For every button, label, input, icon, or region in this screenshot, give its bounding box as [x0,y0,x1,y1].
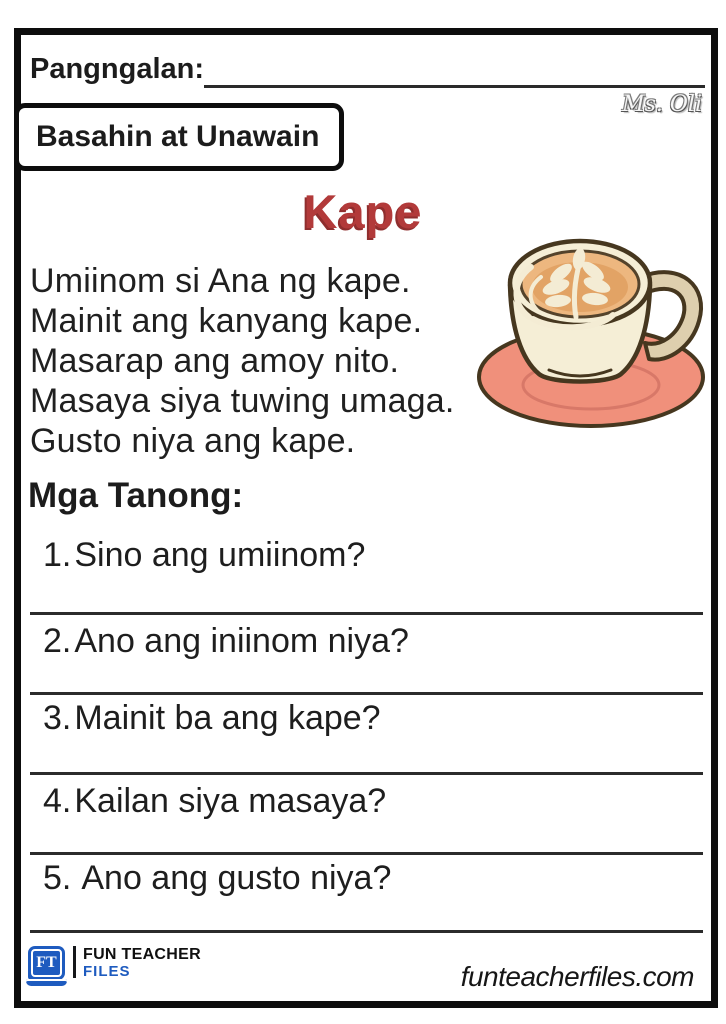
logo-text [83,946,201,980]
answer-line-1[interactable] [30,612,703,615]
story-line-3: Masarap ang amoy nito. [30,342,400,380]
question-5 [43,855,391,901]
answer-line-3[interactable] [30,772,703,775]
question-1-number: 1. [43,536,72,574]
story-paragraph [30,261,455,461]
story-title: Kape [303,185,423,238]
question-3 [43,695,381,741]
question-3-text: Mainit ba ang kape? [74,699,381,737]
question-1 [43,532,365,578]
name-row [30,50,705,88]
question-5-text: Ano ang gusto niya? [81,859,392,897]
logo-brand-bottom: FILES [83,963,131,980]
logo-divider [73,946,76,978]
footer-website: funteacherfiles.com [460,961,694,992]
story-line-4: Masaya siya tuwing umaga. [30,382,455,420]
question-2 [43,618,409,664]
story-line-1: Umiinom si Ana ng kape. [30,262,411,300]
section-title: Basahin at Unawain [36,120,320,153]
answer-line-5[interactable] [30,930,703,933]
coffee-cup-illustration [463,227,713,442]
question-4-text: Kailan siya masaya? [74,782,387,820]
name-label: Pangngalan: [30,53,205,85]
logo-brand-top: FUN TEACHER [83,946,201,963]
logo-initials: FT [36,954,57,971]
question-2-number: 2. [43,622,72,660]
question-2-text: Ano ang iniinom niya? [74,622,409,660]
question-4-number: 4. [43,782,72,820]
book-icon-lip [26,979,67,986]
book-icon-inner [31,949,62,977]
section-title-box [14,103,344,171]
question-5-number: 5. [43,859,72,897]
story-line-2: Mainit ang kanyang kape. [30,302,423,340]
name-write-line[interactable] [204,51,705,88]
question-3-number: 3. [43,699,72,737]
footer-logo [28,946,201,980]
story-line-5: Gusto niya ang kape. [30,422,356,460]
question-1-text: Sino ang umiinom? [74,536,366,574]
question-4 [43,778,386,824]
questions-heading: Mga Tanong: [28,476,244,515]
book-icon [28,946,65,980]
teacher-signature: Ms. Oli [622,92,702,117]
